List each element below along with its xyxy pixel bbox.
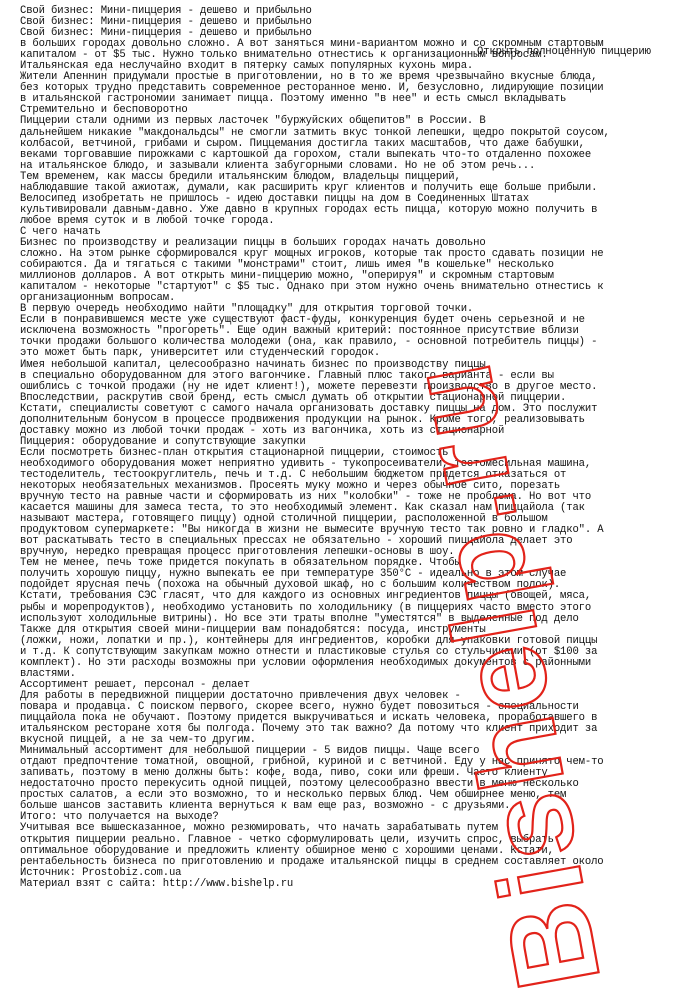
text-line: Пиццерия: оборудование и сопутствующие закупки xyxy=(20,435,306,448)
text-line: это может быть парк, университет или студенческий городок. xyxy=(20,347,381,360)
text-line: открытия пиццерии реально. Главное - четко сформулировать цели, изучить спрос, выбрать xyxy=(20,833,554,846)
text-line: на итальянское блюдо, и зазывали клиента забугорными словами. Но не об этом речь... xyxy=(20,159,536,172)
text-line: комплект). Но эти расходы возможны при условии оформления необходимых документов с районными xyxy=(20,656,592,669)
text-line: Если в понравившемся месте уже существуют фаст-фуды, конкуренция будет очень серьезной и не xyxy=(20,314,585,327)
text-line: касается машины для замеса теста, то это необходимый элемент. Как сказал нам пиццайола (так xyxy=(20,502,585,515)
text-line: дополнительным бонусом в процессе продвижения продукции на рынок. Кроме того, реализовывать xyxy=(20,413,585,426)
text-line: вручную, нередко превращая процесс приготовления лепешки-основы в шоу. xyxy=(20,546,455,559)
text-line: Свой бизнес: Мини-пиццерия - дешево и прибыльно xyxy=(20,27,312,40)
text-line: Кстати, требования СЭС гласят, что для каждого из основных ингредиентов пиццы (овощей, мяса, xyxy=(20,590,592,603)
text-line: Жители Апеннин придумали простые в приготовлении, но в то же время чрезвычайно вкусные блюда, xyxy=(20,71,598,84)
text-line: в специально оборудованном для этого вагончике. Главный плюс такого варианта - если вы xyxy=(20,369,554,382)
text-line: Минимальный ассортимент для небольшой пиццерии - 5 видов пиццы. Чаще всего xyxy=(20,745,480,758)
text-line: без которых трудно представить современное ресторанное меню. И, безусловно, лидирующие позиции xyxy=(20,82,604,95)
text-line: С чего начать xyxy=(20,225,101,238)
text-line: используют холодильные витрины). Но все эти траты вполне "уместятся" в выделенные под дело xyxy=(20,612,579,625)
text-line: Стремительно и бесповоротно xyxy=(20,104,188,117)
text-line: необходимого оборудования может неприятно удивить - тукопросеиватели, тестомесильная машина, xyxy=(20,457,592,470)
text-line: повара и продавца. С поиском первого, скорее всего, нужно будет повозиться - специальности xyxy=(20,700,579,713)
open-pizzeria-link[interactable]: Открыть полноценную пиццерию xyxy=(477,46,651,58)
text-line: Свой бизнес: Мини-пиццерия - дешево и прибыльно xyxy=(20,5,312,17)
text-line: точки продажи большого количества молодежи (она, как правило, - основной потребитель пиццы) - xyxy=(20,336,598,349)
text-line: пиццайола пока не обучают. Поэтому придется выкручиваться и искать человека, проработавшего в xyxy=(20,712,598,724)
text-line: Тем временем, как массы бредили итальянским блюдом, владельцы пиццерий, xyxy=(20,170,461,183)
text-line: собираются. Да и тягаться с такими "монстрами" стоит, лишь имея "в кошельке" несколько xyxy=(20,259,554,272)
text-line: продуктовом супермаркете: "Вы никогда в жизни не вымесите вручную тесто так ровно и гладко". А xyxy=(20,524,604,537)
text-line: Также для открытия своей мини-пиццерии вам понадобятся: посуда, инструменты xyxy=(20,623,486,636)
text-line: Итальянская еда неслучайно входит в пятерку самых популярных кухонь мира. xyxy=(20,60,474,73)
text-line: запивать, поэтому в меню должны быть: кофе, вода, пиво, соки или фреши. Часто клиенту xyxy=(20,767,548,780)
text-line: властями. xyxy=(20,667,76,680)
text-line: Пиццерии стали одними из первых ласточек "буржуйских общепитов" в России. В xyxy=(20,115,486,128)
text-line: Если посмотреть бизнес-план открытия стационарной пиццерии, стоимость xyxy=(20,446,449,459)
text-line: любое время суток и в любой точке города. xyxy=(20,214,275,227)
text-line: миллионов долларов. А вот открыть мини-пиццерию можно, "оперируя" и скромным стартовым xyxy=(20,270,554,283)
text-line: Впоследствии, раскрутив свой бренд, есть смысл думать об открытии стационарной пиццерии. xyxy=(20,391,567,404)
watermark-text-path: Bishelp.ru xyxy=(382,348,626,999)
text-line: дальнейшем никакие "макдональдсы" не смогли затмить вкус тонкой лепешки, щедро покрытой соусом, xyxy=(20,126,610,139)
text-line: Бизнес по производству и реализации пиццы в больших городах начать довольно xyxy=(20,236,486,249)
text-line: Тем не менее, печь тоже придется покупать в обязательном порядке. Чтобы xyxy=(20,557,461,570)
text-line: колбасой, ветчиной, грибами и сыром. Пиццемания достигла таких масштабов, что даже бабушки, xyxy=(20,137,585,150)
text-line: Свой бизнес: Мини-пиццерия - дешево и прибыльно xyxy=(20,16,312,29)
text-line: Итого: что получается на выходе? xyxy=(20,811,219,824)
text-line: сложно. На этом рынке сформировался круг мощных игроков, которые так просто сдавать позиции не xyxy=(20,248,604,261)
text-line: итальянском ресторане хотя бы полгода. Почему это так важно? Да потому что клиент приходит за xyxy=(20,723,598,736)
text-line: ошиблись с точкой продажи (ну не идет клиент!), можете перевезти производство в другое место. xyxy=(20,380,598,393)
text-line: тестоделитель, тестоокруглитель, печь и т.д. С небольшим бюджетом придется отказаться от xyxy=(20,468,567,481)
text-line: организационным вопросам. xyxy=(20,292,176,305)
text-line: оптимальное оборудование и предложить клиенту обширное меню с хорошими ценами. Кстати, xyxy=(20,844,554,857)
text-line: Кстати, специалисты советуют с самого начала организовать доставку пиццы на дом. Это послужит xyxy=(20,402,598,415)
text-line: Материал взят с сайта: http://www.bishelp.ru xyxy=(20,877,294,890)
text-line: культивировали давным-давно. Уже давно в крупных городах есть пицца, которую можно получить в xyxy=(20,203,598,216)
text-line: в итальянской гастрономии занимает пицца. Поэтому именно "в нее" и есть смысл вкладывать xyxy=(20,93,567,106)
text-line: рентабельность бизнеса по приготовлению и продаже итальянской пиццы в среднем составляет около xyxy=(20,855,604,868)
text-line: (ложки, ножи, лопатки и пр.), контейнеры для ингредиентов, коробки для упаковки готовой пиццы xyxy=(20,634,598,647)
text-line: Для работы в передвижной пиццерии достаточно привлечения двух человек - xyxy=(20,689,461,702)
text-line: и т.д. К сопутствующим закупкам можно отнести и пластиковые стулья со стульчиками (от $100 за xyxy=(20,645,598,658)
text-line: подойдет ярусная печь (похожа на обычный духовой шкаф, но с большим количеством полок). xyxy=(20,579,561,592)
text-line: В первую очередь необходимо найти "площадку" для открытия торговой точки. xyxy=(20,303,474,316)
text-line: вкусной пиццей, а не за чем-то другим. xyxy=(20,734,256,747)
text-line: веками торговавшие пирожками с картошкой да горохом, стали выпекать что-то отдаленно похожее xyxy=(20,148,592,161)
text-line: капиталом - некоторые "стартуют" с $5 тыс. Однако при этом нужно очень внимательно отнестись к xyxy=(20,281,604,294)
text-line: Источник: Prostobiz.com.ua xyxy=(20,866,182,879)
text-line: Ассортимент решает, персонал - делает xyxy=(20,678,250,691)
document-body xyxy=(20,6,696,890)
text-line: больше шансов заставить клиента вернуться к вам еще раз, возможно - с друзьями. xyxy=(20,800,511,813)
text-line: в больших городах довольно сложно. А вот заняться мини-вариантом можно и со скромным стартовым xyxy=(20,38,604,51)
text-line: некоторых необязательных механизмов. Просеять муку можно и через обычное сито, порезать xyxy=(20,480,561,493)
text-line: Имея небольшой капитал, целесообразно начинать бизнес по производству пиццы xyxy=(20,358,486,371)
text-line: Велосипед изобретать не пришлось - идею доставки пиццы на дом в Соединенных Штатах xyxy=(20,192,529,205)
text-line: вручную тесто на равные части и сформировать из них "колобки" - тоже не проблема. Но вот что xyxy=(20,491,592,504)
text-line: Учитывая все вышесказанное, можно резюмировать, что начать зарабатывать путем xyxy=(20,822,498,835)
text-line: называют мастера, готовящего пиццу) одной столичной пиццерии, расположенной в большом xyxy=(20,513,548,526)
text-line: вот раскатывать тесто в специальных прессах не обязательно - хороший пиццайола делает это xyxy=(20,535,573,548)
text-line: исключена возможность "прогореть". Еще один важный критерий: постоянное присутствие вблизи xyxy=(20,325,579,338)
text-line: капиталом - от $5 тыс. Нужно только внимательно отнестись к организационным вопросам. xyxy=(20,49,548,62)
text-line: доставку можно из любой точки продаж - хоть из вагончика, хоть из стационарной xyxy=(20,424,505,437)
text-line: рыбы и морепродуктов), необходимо установить по холодильнику (в пиццериях часто вместо этого xyxy=(20,601,592,614)
text-line: наблюдавшие такой ажиотаж, думали, как расширить круг клиентов и получить еще больше прибыли. xyxy=(20,181,598,194)
text-line: отдают предпочтение томатной, овощной, грибной, куриной и с ветчиной. Еду у нас принято чем-то xyxy=(20,756,604,769)
text-line: простых салатов, а если это возможно, то и несколько первых блюд. Чем обширнее меню, тем xyxy=(20,789,567,802)
text-line: недостаточно просто перекусить одной пиццей, поэтому целесообразно ввести в меню несколько xyxy=(20,778,579,791)
text-line: получить хорошую пиццу, нужно выпекать ее при температуре 350°C - идеально в этом случае xyxy=(20,568,567,581)
